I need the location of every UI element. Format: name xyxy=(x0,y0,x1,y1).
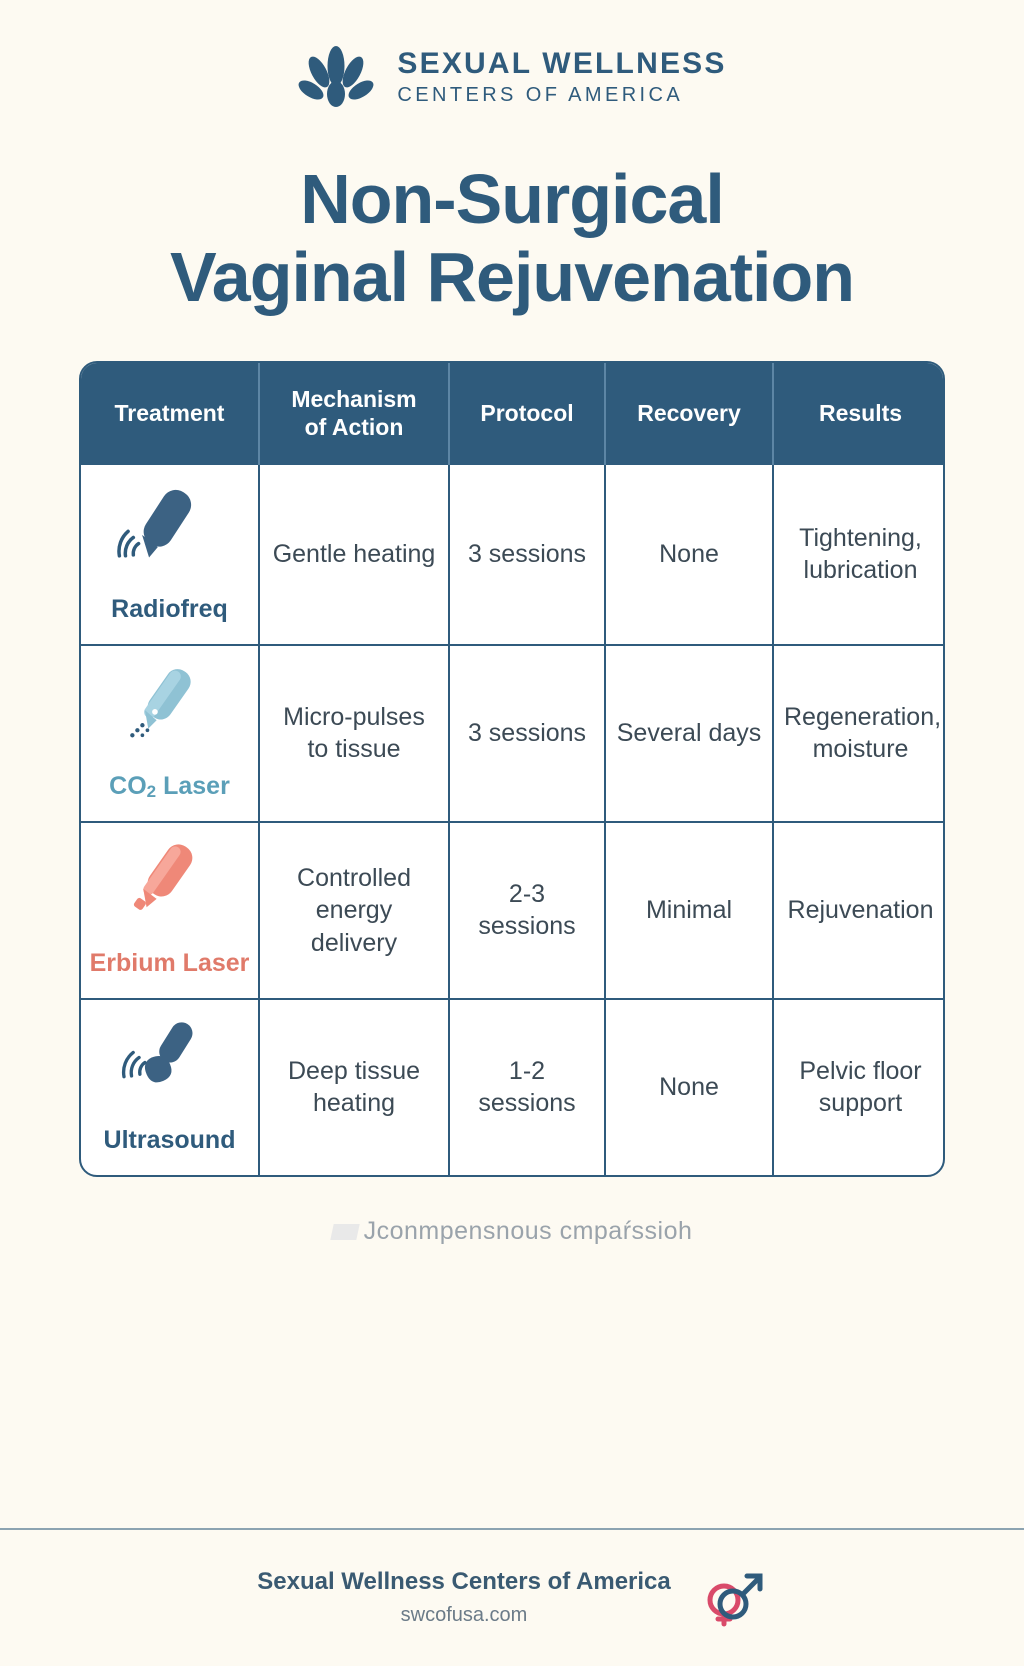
treatment-cell-ultrasound xyxy=(81,999,259,1175)
venus-mars-symbol-icon xyxy=(697,1566,767,1628)
column-header-mechanism-line-1: Mechanism xyxy=(291,385,417,412)
footer-text xyxy=(257,1568,671,1627)
protocol-cell: 2-3 sessions xyxy=(449,822,605,999)
mechanism-cell: Gentle heating xyxy=(259,464,449,645)
caption-text: Jconmpensnous cmpaŕssioh xyxy=(363,1216,693,1245)
table-row xyxy=(81,645,945,822)
mechanism-cell: Controlled energy delivery xyxy=(259,822,449,999)
page-title xyxy=(0,160,1024,317)
footer-company-name: Sexual Wellness Centers of America xyxy=(257,1567,671,1595)
mechanism-cell: Micro-pulses to tissue xyxy=(259,645,449,822)
recovery-cell: Several days xyxy=(605,645,773,822)
treatment-cell-radiofrequency xyxy=(81,464,259,645)
table-row xyxy=(81,822,945,999)
results-cell: Tightening, lubrication xyxy=(773,464,945,645)
radiofrequency-handpiece-icon xyxy=(87,479,252,584)
treatment-cell-co2-laser xyxy=(81,645,259,822)
column-header-recovery: Recovery xyxy=(605,363,773,464)
results-cell: Pelvic floor support xyxy=(773,999,945,1175)
ultrasound-handpiece-icon xyxy=(87,1014,252,1115)
column-header-results: Results xyxy=(773,363,945,464)
treatment-label xyxy=(109,772,230,800)
footer-divider xyxy=(0,1528,1024,1530)
lotus-flower-icon xyxy=(297,38,375,116)
treatment-label-pre: CO xyxy=(109,772,147,801)
results-cell: Rejuvenation xyxy=(773,822,945,999)
brand-text xyxy=(397,48,726,107)
column-header-mechanism-line-2: of Action xyxy=(304,413,404,440)
brand-header xyxy=(0,0,1024,116)
column-header-protocol: Protocol xyxy=(449,363,605,464)
treatment-cell-erbium-laser xyxy=(81,822,259,999)
footer xyxy=(0,1566,1024,1628)
treatment-label-post: Laser xyxy=(156,772,230,801)
footer-website-url[interactable]: swcofusa.com xyxy=(400,1603,528,1626)
page-title-line-1: Non-Surgical xyxy=(300,160,724,238)
treatment-label: Erbium Laser xyxy=(89,949,250,978)
treatment-label: Ultrasound xyxy=(103,1126,236,1155)
table-header-row xyxy=(81,363,945,464)
protocol-cell: 3 sessions xyxy=(449,464,605,645)
erbium-laser-handpiece-icon xyxy=(87,837,252,938)
co2-laser-handpiece-icon xyxy=(87,660,252,761)
column-header-mechanism xyxy=(259,363,449,464)
mechanism-cell: Deep tissue heating xyxy=(259,999,449,1175)
column-header-treatment: Treatment xyxy=(81,363,259,464)
protocol-cell: 1-2 sessions xyxy=(449,999,605,1175)
table-row xyxy=(81,999,945,1175)
page-title-line-2: Vaginal Rejuvenation xyxy=(169,238,855,317)
caption xyxy=(0,1217,1024,1246)
recovery-cell: None xyxy=(605,464,773,645)
caption-mark-icon xyxy=(330,1224,359,1240)
treatment-label-subscript: 2 xyxy=(146,782,157,802)
brand-line-2: CENTERS OF AMERICA xyxy=(397,84,684,107)
comparison-table xyxy=(79,361,945,1177)
recovery-cell: Minimal xyxy=(605,822,773,999)
brand-line-1: SEXUAL WELLNESS xyxy=(397,46,727,80)
table-row xyxy=(81,464,945,645)
results-cell: Regeneration, moisture xyxy=(773,645,945,822)
protocol-cell: 3 sessions xyxy=(449,645,605,822)
treatment-label: Radiofreq xyxy=(111,595,228,624)
recovery-cell: None xyxy=(605,999,773,1175)
